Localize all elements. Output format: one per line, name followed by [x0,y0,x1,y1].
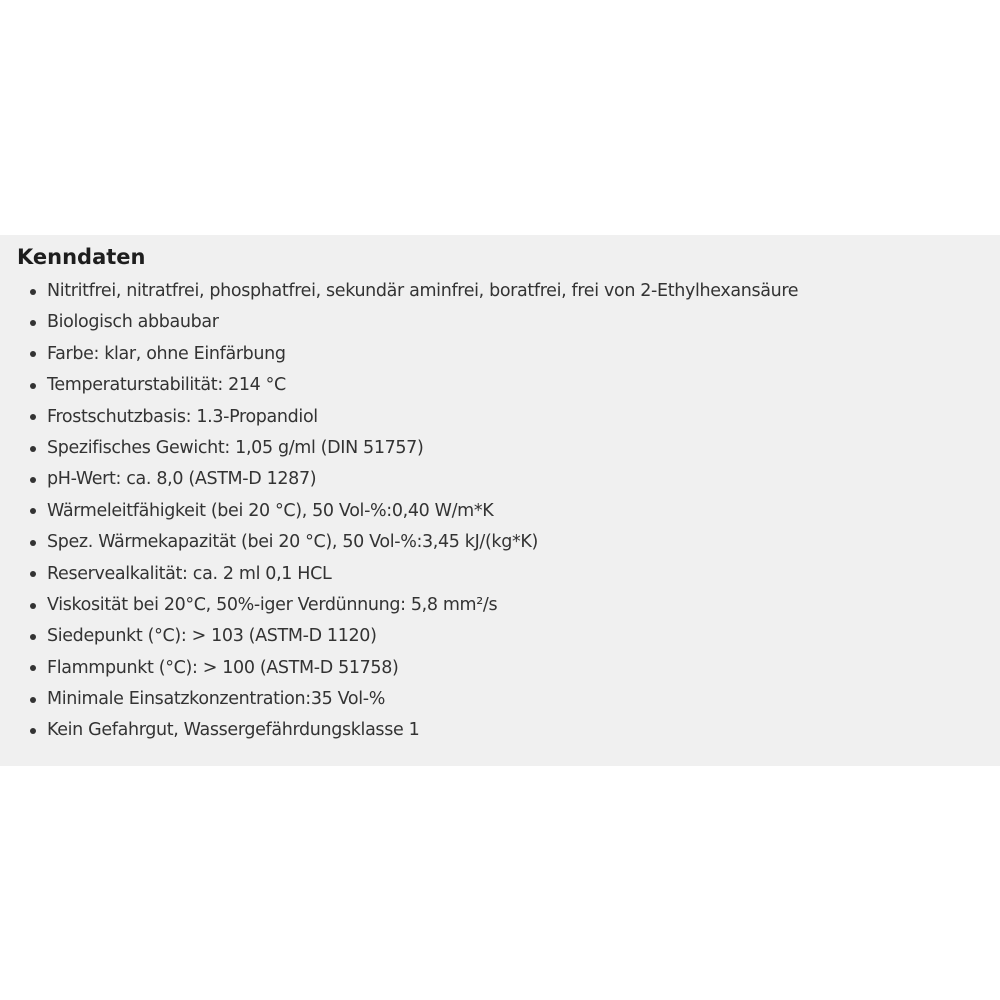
list-item [0,339,1000,370]
list-item [0,464,1000,495]
list-item [0,715,1000,746]
list-item [0,621,1000,652]
bullet-icon [30,477,36,483]
section-title: Kenndaten [17,245,146,269]
bullet-icon [30,665,36,671]
bullet-icon [30,414,36,420]
list-item [0,402,1000,433]
bullet-icon [30,728,36,734]
list-item-text: Spez. Wärmekapazität (bei 20 °C), 50 Vol-%:3,45 kJ/(kg*K) [47,532,538,553]
bullet-icon [30,540,36,546]
bullet-icon [30,634,36,640]
list-item [0,370,1000,401]
bullet-icon [30,351,36,357]
list-item-text: Kein Gefahrgut, Wassergefährdungsklasse 1 [47,720,420,741]
list-item [0,684,1000,715]
list-item-text: Flammpunkt (°C): > 100 (ASTM-D 51758) [47,657,399,678]
list-item-text: Wärmeleitfähigkeit (bei 20 °C), 50 Vol-%:0,40 W/m*K [47,500,494,521]
bullet-icon [30,446,36,452]
list-item-text: Nitritfrei, nitratfrei, phosphatfrei, sekundär aminfrei, boratfrei, frei von 2-Ethylhexansäure [47,281,799,301]
list-item-text: Reservealkalität: ca. 2 ml 0,1 HCL [47,563,332,584]
kenndaten-panel [0,235,1000,766]
list-item [0,527,1000,558]
list-item-text: Frostschutzbasis: 1.3-Propandiol [47,406,318,427]
list-item-text: pH-Wert: ca. 8,0 (ASTM-D 1287) [47,469,317,490]
list-item-text: Temperaturstabilität: 214 °C [47,375,286,396]
bullet-icon [30,320,36,326]
list-item-text: Farbe: klar, ohne Einfärbung [47,343,286,364]
list-item [0,307,1000,338]
bullet-icon [30,508,36,514]
list-item [0,653,1000,684]
bullet-icon [30,697,36,703]
list-item [0,559,1000,590]
list-item-text: Siedepunkt (°C): > 103 (ASTM-D 1120) [47,626,377,647]
bullet-icon [30,289,36,295]
list-item-text: Biologisch abbaubar [47,312,219,333]
list-item [0,433,1000,464]
list-item-text: Minimale Einsatzkonzentration:35 Vol-% [47,689,385,710]
bullet-icon [30,603,36,609]
property-list [0,276,1000,747]
list-item [0,276,1000,307]
bullet-icon [30,383,36,389]
list-item [0,590,1000,621]
list-item [0,496,1000,527]
list-item-text: Viskosität bei 20°C, 50%-iger Verdünnung: 5,8 mm²/s [47,594,498,615]
list-item-text: Spezifisches Gewicht: 1,05 g/ml (DIN 51757) [47,437,424,458]
bullet-icon [30,571,36,577]
